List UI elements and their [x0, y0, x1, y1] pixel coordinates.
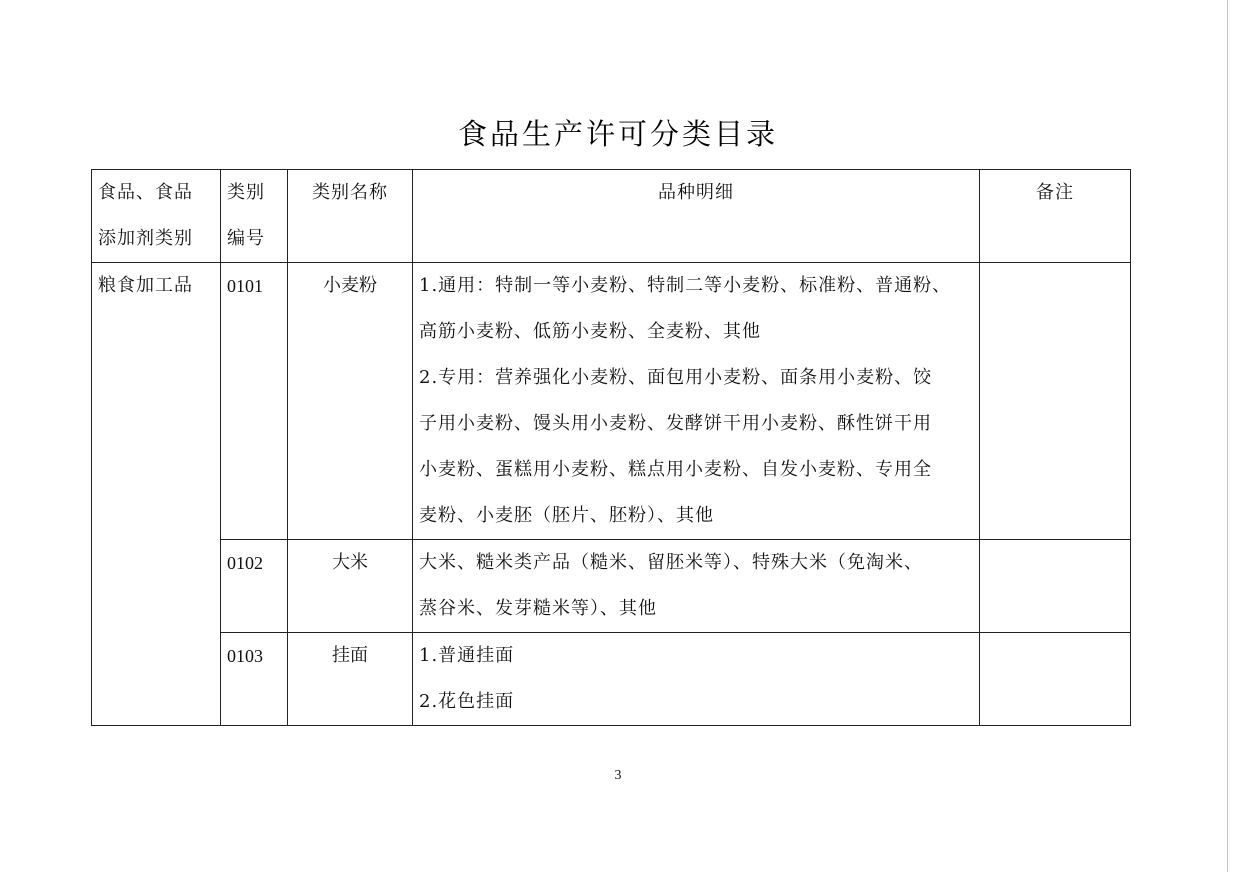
table-row — [92, 633, 1131, 726]
table-header-row — [92, 170, 1131, 263]
header-name: 类别名称 — [288, 170, 413, 263]
row-note — [980, 633, 1131, 726]
row-note — [980, 263, 1131, 540]
catalog-table — [91, 169, 1131, 726]
row-detail: 1.普通挂面 2.花色挂面 — [413, 633, 980, 726]
header-note: 备注 — [980, 170, 1131, 263]
page-number: 3 — [614, 768, 622, 783]
row-name: 大米 — [288, 540, 413, 633]
header-detail: 品种明细 — [413, 170, 980, 263]
category-cell: 粮食加工品 — [92, 263, 221, 726]
table-row — [92, 263, 1131, 540]
row-detail: 大米、糙米类产品（糙米、留胚米等）、特殊大米（免淘米、 蒸谷米、发芽糙米等）、其他 — [413, 540, 980, 633]
row-note — [980, 540, 1131, 633]
header-category: 食品、食品 添加剂类别 — [92, 170, 221, 263]
row-name: 挂面 — [288, 633, 413, 726]
row-detail: 1.通用：特制一等小麦粉、特制二等小麦粉、标准粉、普通粉、 高筋小麦粉、低筋小麦粉、全麦粉、其他 2.专用：营养强化小麦粉、面包用小麦粉、面条用小麦粉、饺 子用小麦粉、馒头用小麦粉、发酵饼干用小麦粉、酥性饼干用 小麦粉、蛋糕用小麦粉、糕点用小麦粉、自发小麦粉、专用全 麦粉、小麦胚（胚片、胚粉）、其他 — [413, 263, 980, 540]
page-title: 食品生产许可分类目录 — [457, 117, 778, 151]
row-code: 0102 — [221, 540, 288, 633]
row-code: 0103 — [221, 633, 288, 726]
row-code: 0101 — [221, 263, 288, 540]
row-name: 小麦粉 — [288, 263, 413, 540]
table-row — [92, 540, 1131, 633]
header-code: 类别 编号 — [221, 170, 288, 263]
